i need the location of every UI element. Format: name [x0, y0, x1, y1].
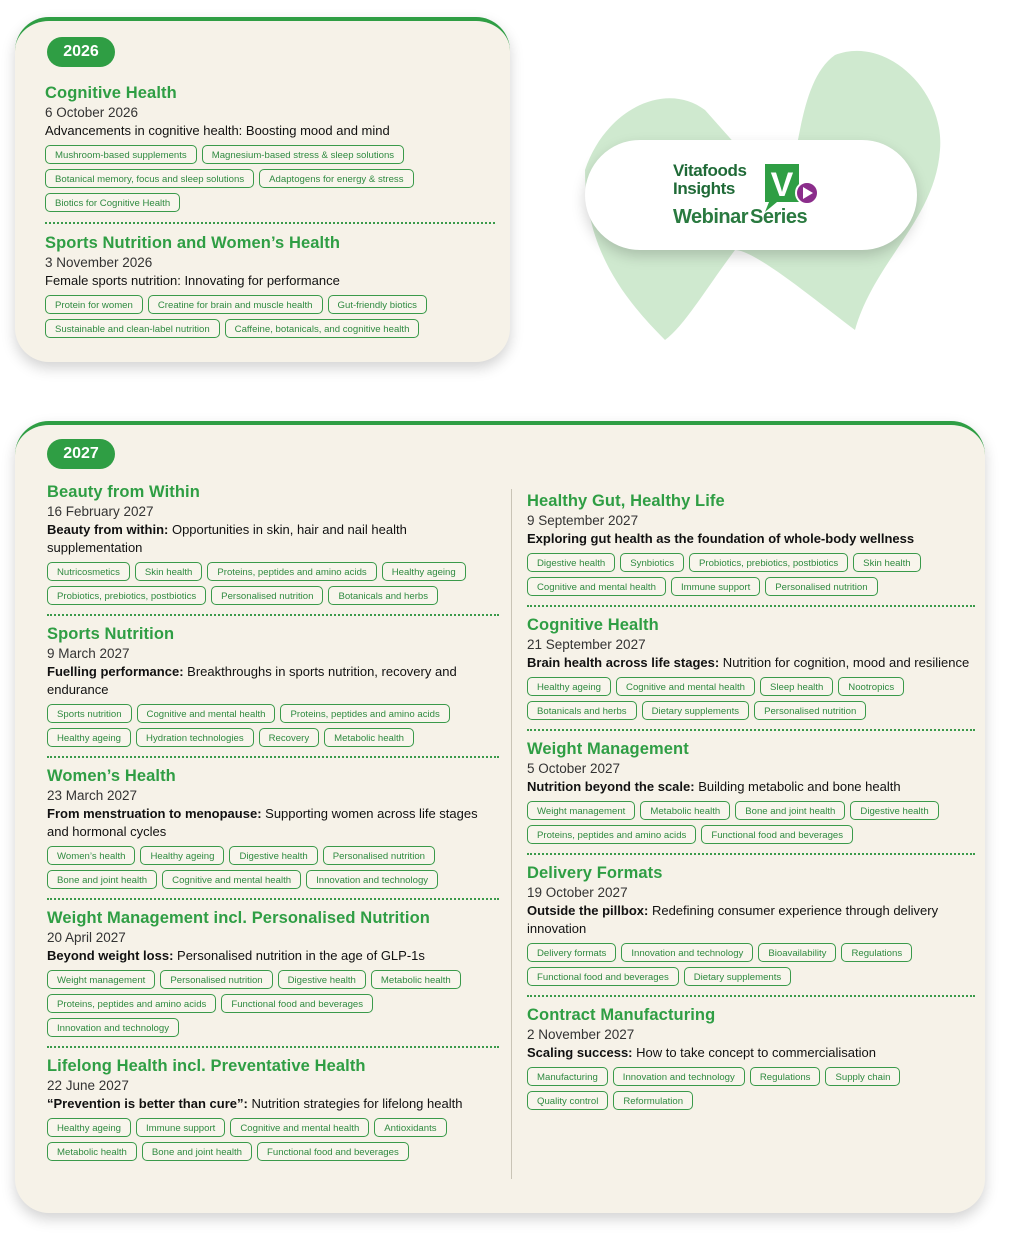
webinar-description-text: Redefining consumer experience through delivery innovation: [527, 903, 939, 936]
topic-tag: Adaptogens for energy & stress: [259, 169, 413, 188]
webinar-description-lead: Fuelling performance:: [47, 664, 184, 679]
section-separator: [47, 614, 499, 616]
topic-tag: Antioxidants: [374, 1118, 446, 1137]
topic-tag: Sustainable and clean-label nutrition: [45, 319, 220, 338]
topic-tag: Weight management: [47, 970, 155, 989]
webinar-section: [45, 83, 495, 212]
webinar-title: Healthy Gut, Healthy Life: [527, 492, 725, 510]
webinar-description-text: Opportunities in skin, hair and nail health supplementation: [47, 522, 407, 555]
topic-tag: Bioavailability: [758, 943, 836, 962]
topic-tags: [45, 295, 495, 338]
webinar-date: 20 April 2027: [47, 930, 126, 945]
webinar-title: Delivery Formats: [527, 864, 663, 882]
year-badge: 2026: [47, 37, 115, 67]
topic-tag: Personalised nutrition: [323, 846, 435, 865]
webinar-section: [527, 739, 975, 844]
topic-tags: [47, 970, 499, 1037]
topic-tag: Regulations: [841, 943, 912, 962]
webinar-date: 3 November 2026: [45, 255, 153, 270]
webinar-description: [47, 663, 499, 699]
column-divider: [511, 489, 512, 1179]
topic-tag: Immune support: [671, 577, 760, 596]
topic-tag: Reformulation: [613, 1091, 693, 1110]
topic-tags: [527, 1067, 975, 1110]
topic-tag: Regulations: [750, 1067, 821, 1086]
topic-tag: Cognitive and mental health: [230, 1118, 369, 1137]
topic-tag: Manufacturing: [527, 1067, 608, 1086]
topic-tag: Proteins, peptides and amino acids: [280, 704, 449, 723]
webinar-title: Women’s Health: [47, 767, 176, 785]
webinar-title: Sports Nutrition and Women’s Health: [45, 234, 341, 252]
topic-tags: [47, 562, 499, 605]
topic-tag: Personalised nutrition: [160, 970, 272, 989]
webinar-description-text: Breakthroughs in sports nutrition, recovery and endurance: [47, 664, 457, 697]
topic-tag: Innovation and technology: [306, 870, 438, 889]
webinar-description: [47, 1095, 499, 1113]
topic-tag: Creatine for brain and muscle health: [148, 295, 323, 314]
topic-tag: Botanicals and herbs: [527, 701, 637, 720]
topic-tag: Cognitive and mental health: [162, 870, 301, 889]
topic-tags: [47, 1118, 499, 1161]
webinar-section: [527, 615, 975, 720]
topic-tags: [47, 846, 499, 889]
webinar-description-text: Personalised nutrition in the age of GLP-1s: [173, 948, 425, 963]
webinar-description: [47, 947, 499, 965]
topic-tag: Dietary supplements: [684, 967, 791, 986]
webinar-description: [527, 654, 975, 672]
topic-tags: [527, 553, 975, 596]
webinar-description-lead: Beauty from within:: [47, 522, 169, 537]
topic-tag: Functional food and beverages: [221, 994, 373, 1013]
topic-tag: Proteins, peptides and amino acids: [527, 825, 696, 844]
topic-tag: Proteins, peptides and amino acids: [207, 562, 376, 581]
topic-tag: Nootropics: [838, 677, 904, 696]
topic-tag: Cognitive and mental health: [527, 577, 666, 596]
topic-tag: Digestive health: [229, 846, 317, 865]
topic-tag: Dietary supplements: [642, 701, 749, 720]
topic-tag: Magnesium-based stress & sleep solutions: [202, 145, 404, 164]
topic-tag: Proteins, peptides and amino acids: [47, 994, 216, 1013]
section-separator: [47, 1046, 499, 1048]
topic-tag: Sports nutrition: [47, 704, 132, 723]
topic-tag: Innovation and technology: [47, 1018, 179, 1037]
webinar-title: Cognitive Health: [45, 84, 177, 102]
topic-tag: Mushroom-based supplements: [45, 145, 197, 164]
webinar-title: Sports Nutrition: [47, 625, 175, 643]
webinar-description: [527, 778, 975, 796]
logo-brand-name: Vitafoods Insights: [673, 161, 747, 198]
topic-tag: Hydration technologies: [136, 728, 254, 747]
webinar-section: [45, 233, 495, 338]
webinar-section: [47, 766, 499, 889]
section-separator: [527, 729, 975, 731]
topic-tags: [47, 704, 499, 747]
topic-tag: Personalised nutrition: [754, 701, 866, 720]
webinar-date: 19 October 2027: [527, 885, 628, 900]
webinar-description-lead: Scaling success:: [527, 1045, 633, 1060]
topic-tags: [527, 943, 975, 986]
events-2026: [45, 83, 495, 338]
topic-tag: Women’s health: [47, 846, 135, 865]
topic-tag: Skin health: [135, 562, 202, 581]
webinar-description-text: Building metabolic and bone health: [694, 779, 901, 794]
webinar-description-lead: Outside the pillbox:: [527, 903, 649, 918]
topic-tag: Digestive health: [850, 801, 938, 820]
topic-tag: Personalised nutrition: [765, 577, 877, 596]
webinar-date: 16 February 2027: [47, 504, 154, 519]
webinar-title: Beauty from Within: [47, 483, 200, 501]
topic-tag: Probiotics, prebiotics, postbiotics: [47, 586, 206, 605]
card-2027: [15, 421, 985, 1213]
topic-tag: Cognitive and mental health: [616, 677, 755, 696]
webinar-date: 6 October 2026: [45, 105, 139, 120]
webinar-description-text: Supporting women across life stages and hormonal cycles: [47, 806, 478, 839]
webinar-date: 5 October 2027: [527, 761, 621, 776]
webinar-description-lead: Beyond weight loss:: [47, 948, 174, 963]
webinar-description-text: Nutrition for cognition, mood and resilience: [719, 655, 970, 670]
topic-tag: Nutricosmetics: [47, 562, 130, 581]
webinar-description: [527, 1044, 975, 1062]
section-separator: [47, 756, 499, 758]
section-separator: [45, 222, 495, 224]
webinar-description-text: Advancements in cognitive health: Boosting mood and mind: [45, 123, 390, 138]
topic-tag: Recovery: [259, 728, 320, 747]
webinar-title: Weight Management: [527, 740, 689, 758]
webinar-description-lead: Nutrition beyond the scale:: [527, 779, 695, 794]
webinar-section: [527, 491, 975, 596]
topic-tag: Innovation and technology: [621, 943, 753, 962]
webinar-title: Cognitive Health: [527, 616, 659, 634]
topic-tag: Healthy ageing: [382, 562, 466, 581]
webinar-section: [47, 1056, 499, 1161]
topic-tag: Synbiotics: [620, 553, 684, 572]
logo-series-name: Webinar Series: [673, 206, 808, 228]
topic-tags: [45, 145, 495, 212]
topic-tag: Botanical memory, focus and sleep solutions: [45, 169, 254, 188]
topic-tag: Biotics for Cognitive Health: [45, 193, 180, 212]
webinar-description-lead: “Prevention is better than cure”:: [47, 1096, 248, 1111]
topic-tag: Personalised nutrition: [211, 586, 323, 605]
topic-tag: Gut-friendly biotics: [328, 295, 427, 314]
webinar-section: [527, 863, 975, 986]
webinar-section: [47, 624, 499, 747]
topic-tag: Quality control: [527, 1091, 608, 1110]
events-2027-left: [47, 482, 499, 1161]
topic-tag: Supply chain: [825, 1067, 900, 1086]
webinar-date: 21 September 2027: [527, 637, 646, 652]
webinar-date: 23 March 2027: [47, 788, 138, 803]
topic-tag: Functional food and beverages: [701, 825, 853, 844]
topic-tag: Functional food and beverages: [257, 1142, 409, 1161]
webinar-date: 22 June 2027: [47, 1078, 129, 1093]
topic-tag: Metabolic health: [371, 970, 461, 989]
webinar-section: [527, 1005, 975, 1110]
section-separator: [527, 853, 975, 855]
events-2027-right: [527, 491, 975, 1110]
topic-tag: Healthy ageing: [47, 728, 131, 747]
topic-tag: Functional food and beverages: [527, 967, 679, 986]
webinar-description-text: Nutrition strategies for lifelong health: [247, 1096, 463, 1111]
topic-tag: Delivery formats: [527, 943, 616, 962]
webinar-description-lead: Brain health across life stages:: [527, 655, 720, 670]
webinar-description-lead: From menstruation to menopause:: [47, 806, 262, 821]
topic-tag: Innovation and technology: [613, 1067, 745, 1086]
topic-tag: Healthy ageing: [47, 1118, 131, 1137]
topic-tags: [527, 801, 975, 844]
topic-tag: Healthy ageing: [140, 846, 224, 865]
topic-tag: Bone and joint health: [142, 1142, 252, 1161]
topic-tag: Caffeine, botanicals, and cognitive health: [225, 319, 420, 338]
year-badge: 2027: [47, 439, 115, 469]
webinar-section: [47, 482, 499, 605]
webinar-description: [45, 272, 495, 290]
topic-tag: Metabolic health: [324, 728, 414, 747]
section-separator: [527, 995, 975, 997]
webinar-description-lead: Exploring gut health as the foundation of whole-body wellness: [527, 531, 915, 546]
topic-tag: Digestive health: [278, 970, 366, 989]
webinar-description-text: How to take concept to commercialisation: [632, 1045, 876, 1060]
webinar-date: 9 March 2027: [47, 646, 130, 661]
topic-tag: Bone and joint health: [735, 801, 845, 820]
section-separator: [47, 898, 499, 900]
topic-tag: Sleep health: [760, 677, 833, 696]
webinar-date: 2 November 2027: [527, 1027, 635, 1042]
webinar-description: [527, 902, 975, 938]
topic-tag: Weight management: [527, 801, 635, 820]
topic-tag: Healthy ageing: [527, 677, 611, 696]
webinar-description-text: Female sports nutrition: Innovating for performance: [45, 273, 340, 288]
webinar-description: [47, 521, 499, 557]
topic-tag: Botanicals and herbs: [328, 586, 438, 605]
logo-badge: [585, 140, 917, 250]
topic-tag: Cognitive and mental health: [137, 704, 276, 723]
topic-tag: Probiotics, prebiotics, postbiotics: [689, 553, 848, 572]
topic-tags: [527, 677, 975, 720]
webinar-section: [47, 908, 499, 1037]
topic-tag: Metabolic health: [47, 1142, 137, 1161]
topic-tag: Metabolic health: [640, 801, 730, 820]
topic-tag: Protein for women: [45, 295, 143, 314]
topic-tag: Skin health: [853, 553, 920, 572]
topic-tag: Immune support: [136, 1118, 225, 1137]
webinar-description: [527, 530, 975, 548]
webinar-description: [45, 122, 495, 140]
card-2026: [15, 17, 510, 362]
topic-tag: Digestive health: [527, 553, 615, 572]
section-separator: [527, 605, 975, 607]
svg-text:V: V: [770, 166, 794, 204]
webinar-title: Weight Management incl. Personalised Nutrition: [47, 909, 430, 927]
webinar-date: 9 September 2027: [527, 513, 639, 528]
webinar-title: Contract Manufacturing: [527, 1006, 716, 1024]
webinar-description: [47, 805, 499, 841]
webinar-title: Lifelong Health incl. Preventative Health: [47, 1057, 366, 1075]
topic-tag: Bone and joint health: [47, 870, 157, 889]
